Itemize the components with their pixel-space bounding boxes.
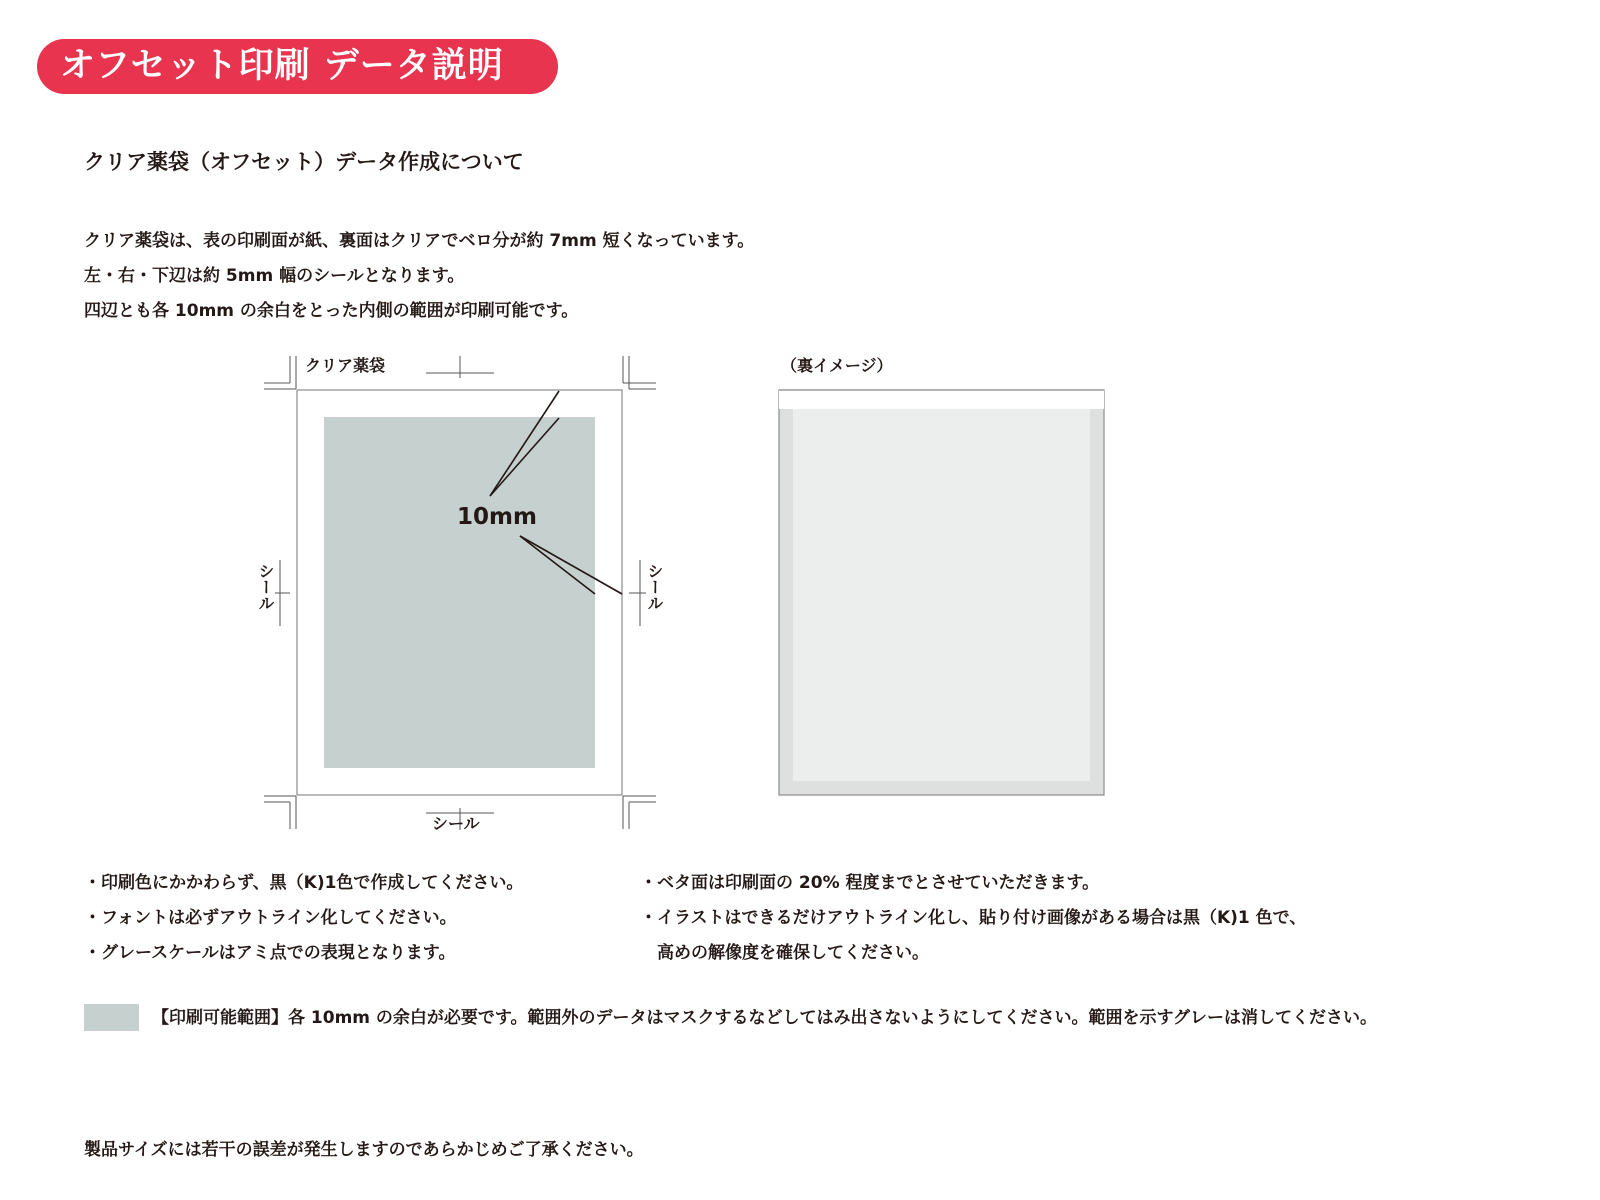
section-heading: クリア薬袋（オフセット）データ作成について (84, 150, 524, 174)
note-item: ・フォントは必ずアウトライン化してください。 (84, 908, 457, 928)
legend-text: 【印刷可能範囲】各 10mm の余白が必要です。範囲外のデータはマスクするなどしてはみ出さないようにしてください。範囲を示すグレーは消してください。 (152, 1008, 1378, 1028)
intro-line: 四辺とも各 10mm の余白をとった内側の範囲が印刷可能です。 (84, 301, 579, 321)
back-figure-label: （裏イメージ） (781, 356, 893, 375)
intro-line: 左・右・下辺は約 5mm 幅のシールとなります。 (84, 266, 465, 286)
crop-mark-top-left (264, 356, 296, 389)
seal-label-right: シール (645, 563, 664, 611)
printable-area-swatch (84, 1004, 139, 1031)
seal-label-left: シール (256, 563, 275, 611)
note-item: ・印刷色にかかわらず、黒（K)1色で作成してください。 (84, 873, 524, 893)
footer-note: 製品サイズには若干の誤差が発生しますのであらかじめご了承ください。 (84, 1140, 644, 1160)
notes-left (84, 866, 523, 971)
center-mark-right (629, 560, 646, 626)
center-mark-top (426, 356, 494, 378)
center-mark-left (275, 560, 290, 626)
note-item: 高めの解像度を確保してください。 (640, 943, 929, 963)
note-item: ・イラストはできるだけアウトライン化し、貼り付け画像がある場合は黒（K)1 色で、 (640, 908, 1307, 928)
notes-right (640, 866, 1306, 971)
page-title: オフセット印刷 データ説明 (60, 46, 504, 86)
back-flap-strip (779, 390, 1104, 409)
seal-label-bottom: シール (432, 814, 480, 833)
crop-mark-bottom-right (623, 796, 656, 829)
note-item: ・グレースケールはアミ点での表現となります。 (84, 943, 456, 963)
crop-mark-bottom-left (264, 796, 296, 829)
crop-mark-top-right (623, 356, 656, 389)
printable-area (324, 417, 595, 768)
margin-label: 10mm (457, 504, 537, 530)
front-figure-label: クリア薬袋 (305, 356, 386, 375)
intro-line: クリア薬袋は、表の印刷面が紙、裏面はクリアでベロ分が約 7mm 短くなっています。 (84, 231, 755, 251)
note-item: ・ベタ面は印刷面の 20% 程度までとさせていただきます。 (640, 873, 1100, 893)
back-clear-panel (793, 409, 1090, 781)
